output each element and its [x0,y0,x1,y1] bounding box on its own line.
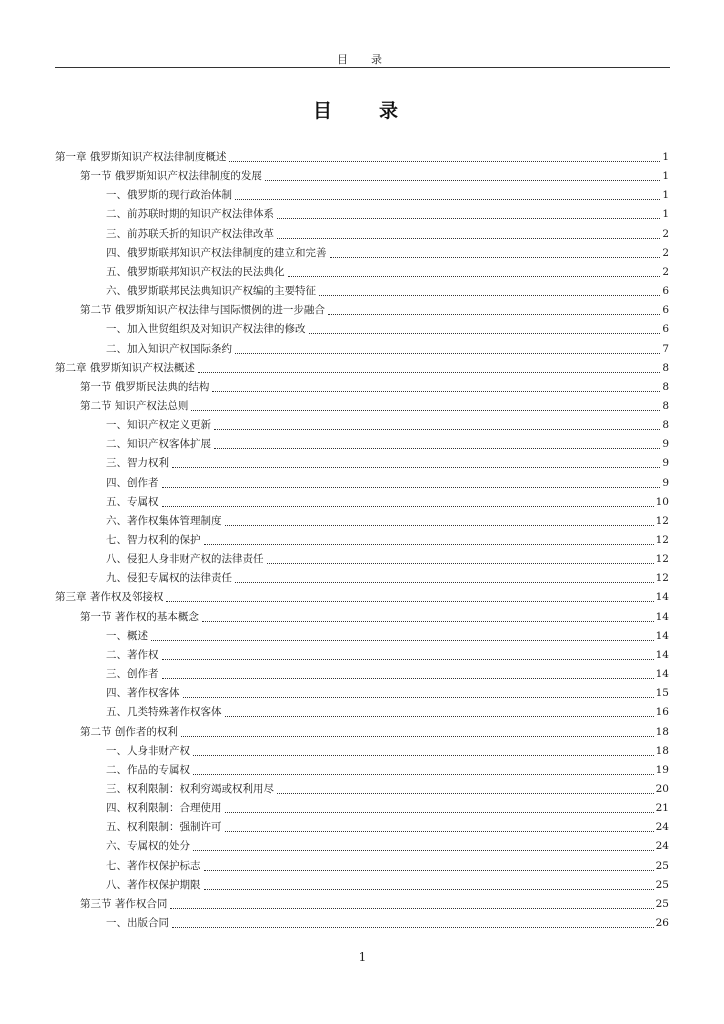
toc-entry-page: 7 [662,342,669,355]
toc-entry-level-1[interactable] [55,359,669,377]
toc-dot-leader [214,447,660,449]
toc-dot-leader [183,696,654,698]
toc-dot-leader [166,600,653,602]
toc-dot-leader [181,735,654,737]
toc-entry-level-3[interactable] [106,703,669,721]
toc-entry-title: 二、作品的专属权 [106,763,190,776]
toc-entry-level-3[interactable] [106,282,669,300]
toc-dot-leader [204,869,654,871]
toc-entry-title: 第二节 知识产权法总则 [80,399,189,412]
toc-entry-page: 2 [662,265,669,278]
toc-entry-page: 8 [662,361,669,374]
toc-entry-title: 第三章 著作权及邻接权 [55,591,164,604]
toc-entry-page: 8 [662,380,669,393]
toc-entry-level-3[interactable] [106,474,669,492]
toc-entry-title: 二、著作权 [106,648,159,661]
toc-entry-level-3[interactable] [106,780,669,798]
toc-entry-title: 五、权利限制：强制许可 [106,821,222,834]
toc-entry-page: 6 [662,323,669,336]
toc-entry-level-3[interactable] [106,569,669,587]
toc-dot-leader [265,179,660,181]
toc-entry-page: 24 [655,821,669,834]
toc-entry-page: 2 [662,246,669,259]
toc-dot-leader [309,332,661,334]
toc-entry-level-3[interactable] [106,512,669,530]
toc-entry-title: 四、著作权客体 [106,687,180,700]
toc-dot-leader [172,926,654,928]
toc-dot-leader [328,313,660,315]
toc-entry-title: 四、权利限制：合理使用 [106,802,222,815]
toc-entry-page: 14 [655,610,669,623]
toc-entry-title: 九、侵犯专属权的法律责任 [106,572,232,585]
toc-dot-leader [277,217,660,219]
toc-entry-page: 24 [655,840,669,853]
toc-dot-leader [193,773,654,775]
toc-dot-leader [193,849,654,851]
toc-dot-leader [225,524,654,526]
toc-entry-level-2[interactable] [80,397,669,415]
toc-entry-title: 三、智力权利 [106,457,169,470]
toc-dot-leader [288,275,661,277]
toc-entry-title: 八、著作权保护期限 [106,878,201,891]
toc-entry-title: 七、智力权利的保护 [106,534,201,546]
toc-entry-title: 七、著作权保护标志 [106,859,201,872]
toc-entry-level-3[interactable] [106,550,669,568]
toc-entry-title: 第一节 著作权的基本概念 [80,610,199,623]
toc-entry-title: 二、前苏联时期的知识产权法律体系 [106,208,274,221]
toc-entry-title: 三、前苏联夭折的知识产权法律改革 [106,227,274,240]
toc-dot-leader [277,237,660,239]
toc-entry-page: 12 [655,514,669,527]
toc-entry-page: 10 [655,495,669,508]
toc-entry-page: 6 [662,304,669,317]
toc-entry-level-1[interactable] [55,148,669,166]
toc-entry-title: 第一节 俄罗斯知识产权法律制度的发展 [80,170,262,183]
toc-entry-title: 五、专属权 [106,495,159,508]
toc-dot-leader [212,390,660,392]
toc-entry-page: 12 [655,572,669,585]
toc-entry-level-2[interactable] [80,608,669,626]
toc-entry-level-3[interactable] [106,684,669,702]
toc-entry-page: 1 [662,151,669,163]
toc-entry-title: 第一节 俄罗斯民法典的结构 [80,380,210,393]
toc-entry-level-3[interactable] [106,493,669,511]
toc-entry-page: 8 [662,399,669,412]
toc-entry-title: 一、出版合同 [106,917,169,929]
toc-entry-title: 六、俄罗斯联邦民法典知识产权编的主要特征 [106,285,316,298]
toc-entry-page: 14 [655,629,669,642]
toc-entry-level-3[interactable] [106,186,669,204]
toc-entry-level-3[interactable] [106,531,669,549]
toc-entry-level-3[interactable] [106,627,669,645]
running-header: 目 录 [337,53,388,66]
toc-entry-level-3[interactable] [106,742,669,760]
toc-dot-leader [225,715,654,717]
toc-entry-page: 2 [662,227,669,240]
toc-dot-leader [151,639,654,641]
toc-dot-leader [202,620,654,622]
toc-entry-page: 6 [662,285,669,298]
toc-entry-title: 一、加入世贸组织及对知识产权法律的修改 [106,323,306,336]
toc-entry-level-2[interactable] [80,723,669,741]
toc-entry-page: 25 [655,897,669,910]
toc-entry-page: 12 [655,553,669,566]
toc-entry-title: 八、侵犯人身非财产权的法律责任 [106,553,264,566]
page-title: 目 录 [312,100,412,122]
toc-dot-leader [277,792,654,794]
toc-entry-level-3[interactable] [106,799,669,817]
toc-entry-page: 9 [662,438,669,451]
toc-entry-level-1[interactable] [55,588,669,606]
toc-dot-leader [225,830,654,832]
toc-entry-level-3[interactable] [106,435,669,453]
toc-entry-page: 14 [655,591,669,604]
toc-dot-leader [170,907,653,909]
toc-entry-page: 14 [655,668,669,681]
toc-entry-level-3[interactable] [106,340,669,358]
toc-entry-level-2[interactable] [80,167,669,185]
toc-entry-page: 14 [655,648,669,661]
toc-entry-page: 9 [662,476,669,489]
toc-entry-level-2[interactable] [80,301,669,319]
toc-entry-level-3[interactable] [106,837,669,855]
toc-entry-title: 二、知识产权客体扩展 [106,438,211,451]
toc-entry-page: 18 [655,725,669,738]
toc-entry-page: 19 [655,763,669,776]
toc-entry-title: 第二章 俄罗斯知识产权法概述 [55,361,195,374]
toc-dot-leader [214,428,660,430]
toc-entry-level-3[interactable] [106,761,669,779]
toc-dot-leader [267,562,654,564]
toc-dot-leader [162,658,654,660]
toc-dot-leader [162,677,654,679]
toc-entry-page: 12 [655,534,669,546]
toc-dot-leader [204,543,654,545]
toc-entry-level-3[interactable] [106,646,669,664]
toc-entry-title: 五、俄罗斯联邦知识产权法的民法典化 [106,265,285,278]
toc-entry-page: 15 [655,687,669,700]
toc-entry-page: 1 [662,189,669,202]
toc-entry-page: 25 [655,859,669,872]
toc-entry-level-3[interactable] [106,225,669,243]
toc-dot-leader [162,486,661,488]
toc-dot-leader [193,754,654,756]
toc-entry-title: 三、创作者 [106,668,159,681]
toc-entry-title: 第二节 创作者的权利 [80,725,178,738]
toc-entry-level-3[interactable] [106,263,669,281]
toc-entry-level-3[interactable] [106,876,669,894]
toc-entry-page: 8 [662,419,669,432]
toc-dot-leader [162,505,654,507]
toc-entry-title: 第一章 俄罗斯知识产权法律制度概述 [55,151,227,163]
toc-entry-level-3[interactable] [106,914,669,932]
toc-entry-level-3[interactable] [106,320,669,338]
toc-dot-leader [204,888,654,890]
toc-entry-level-3[interactable] [106,818,669,836]
toc-entry-level-3[interactable] [106,416,669,434]
toc-entry-title: 二、加入知识产权国际条约 [106,342,232,355]
toc-entry-level-2[interactable] [80,895,669,913]
toc-dot-leader [225,811,654,813]
toc-entry-page: 16 [655,706,669,719]
toc-dot-leader [319,294,660,296]
toc-entry-title: 一、人身非财产权 [106,744,190,757]
toc-dot-leader [172,466,660,468]
toc-dot-leader [198,371,660,373]
toc-dot-leader [235,352,660,354]
toc-entry-title: 四、创作者 [106,476,159,489]
toc-dot-leader [235,198,660,200]
toc-entry-title: 一、知识产权定义更新 [106,419,211,432]
toc-entry-title: 一、概述 [106,629,148,642]
toc-dot-leader [191,409,660,411]
toc-entry-page: 26 [655,917,669,929]
toc-entry-level-3[interactable] [106,244,669,262]
toc-entry-level-3[interactable] [106,205,669,223]
toc-entry-level-3[interactable] [106,857,669,875]
toc-entry-level-3[interactable] [106,454,669,472]
toc-entry-page: 1 [662,208,669,221]
toc-entry-page: 20 [655,782,669,795]
toc-entry-title: 五、几类特殊著作权客体 [106,706,222,719]
toc-entry-title: 六、专属权的处分 [106,840,190,853]
toc-dot-leader [229,160,660,162]
toc-entry-title: 三、权利限制：权利穷竭或权利用尽 [106,782,274,795]
toc-entry-title: 第二节 俄罗斯知识产权法律与国际惯例的进一步融合 [80,304,325,317]
toc-dot-leader [235,581,654,583]
toc-dot-leader [330,256,661,258]
toc-entry-level-2[interactable] [80,378,669,396]
page-number: 1 [358,950,367,964]
toc-entry-page: 1 [662,170,669,183]
toc-entry-title: 一、俄罗斯的现行政治体制 [106,189,232,202]
toc-entry-page: 25 [655,878,669,891]
toc-entry-page: 9 [662,457,669,470]
toc-entry-page: 18 [655,744,669,757]
toc-entry-title: 六、著作权集体管理制度 [106,514,222,527]
toc-entry-page: 21 [655,802,669,815]
header-rule [55,67,670,68]
toc-entry-level-3[interactable] [106,665,669,683]
toc-entry-title: 第三节 著作权合同 [80,897,168,910]
toc-entry-title: 四、俄罗斯联邦知识产权法律制度的建立和完善 [106,246,327,259]
